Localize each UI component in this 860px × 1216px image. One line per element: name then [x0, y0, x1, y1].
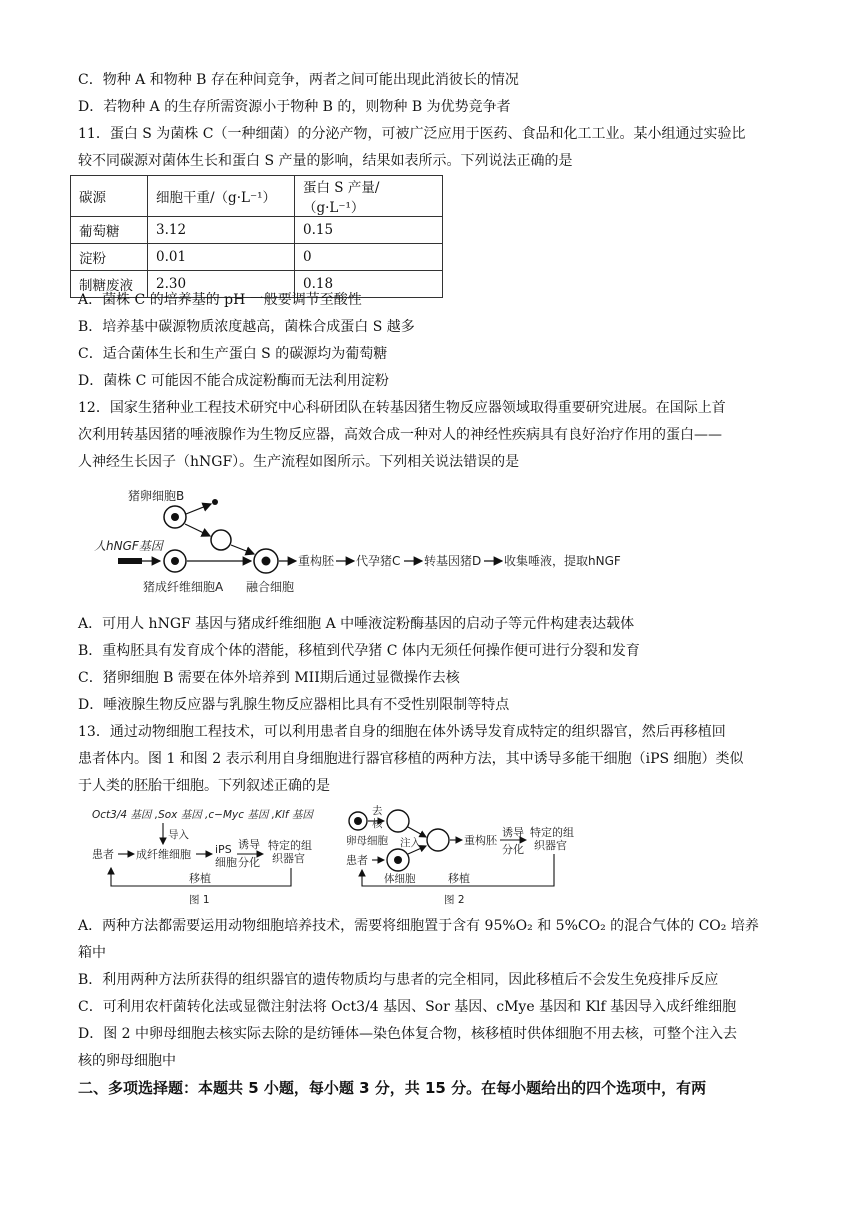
q13-stem-line3: 于人类的胚胎干细胞。下列叙述正确的是 [78, 778, 330, 794]
q13-stem-line1: 13．通过动物细胞工程技术，可以利用患者自身的细胞在体外诱导发育成特定的组织器官，然后再移植回 [78, 724, 726, 740]
fig1-cell-label: 细胞 [215, 856, 237, 869]
fig2-inject-label: 注入 [400, 837, 421, 849]
fig2-differentiate-label: 分化 [502, 843, 524, 856]
table-cell: 葡萄糖 [71, 217, 148, 244]
q12-option-d: D．唾液腺生物反应器与乳腺生物反应器相比具有不受性别限制等特点 [78, 697, 510, 713]
table-cell: 0.18 [295, 271, 443, 298]
figure-1-diagram [84, 800, 344, 908]
fig1-organ-label-2: 织器官 [272, 852, 305, 865]
fig2-enucleated-egg-icon [387, 810, 409, 832]
step-collect-saliva: 收集唾液，提取hNGF [504, 554, 621, 568]
q10-option-c: C．物种 A 和物种 B 存在种间竞争，两者之间可能出现此消彼长的情况 [78, 72, 519, 88]
fig2-enucleate-label-2: 核 [372, 818, 383, 830]
fig1-fibroblast-label: 成纤维细胞 [136, 848, 191, 861]
fig2-organ-label-1: 特定的组 [530, 826, 574, 839]
table-row [71, 217, 443, 244]
table-cell: 制糖废液 [71, 271, 148, 298]
hngf-production-diagram [88, 484, 628, 602]
table-header-cell: 碳源 [71, 176, 148, 217]
q13-option-a-line1: A．两种方法都需要运用动物细胞培养技术，需要将细胞置于含有 95%O₂ 和 5%CO₂ 的混合气体的 CO₂ 培养 [78, 918, 759, 934]
q12-stem-line3: 人神经生长因子（hNGF）。生产流程如图所示。下列相关说法错误的是 [78, 454, 520, 470]
table-cell: 淀粉 [71, 244, 148, 271]
section-2-heading: 二、多项选择题：本题共 5 小题，每小题 3 分，共 15 分。在每小题给出的四个选项中，有两 [78, 1079, 707, 1097]
fig1-transplant-label: 移植 [189, 872, 211, 885]
table-cell: 3.12 [148, 217, 295, 244]
q12-stem-line2: 次利用转基因猪的唾液腺作为生物反应器，高效合成一种对人的神经性疾病具有良好治疗作用的蛋白—— [78, 427, 722, 443]
q11-option-c: C．适合菌体生长和生产蛋白 S 的碳源均为葡萄糖 [78, 346, 388, 362]
fig2-embryo-label: 重构胚 [464, 834, 497, 847]
table-cell: 0.15 [295, 217, 443, 244]
q13-option-c: C．可利用农杆菌转化法或显微注射法将 Oct3/4 基因、Sor 基因、cMye 基因和 Klf 基因导入成纤维细胞 [78, 999, 737, 1015]
fig2-enucleate-label-1: 去 [372, 805, 383, 817]
q12-stem-line1: 12．国家生猪种业工程技术研究中心科研团队在转基因猪生物反应器领域取得重要研究进展。在国际上首 [78, 400, 726, 416]
q13-option-d-line1: D．图 2 中卵母细胞去核实际去除的是纺锤体—染色体复合物，核移植时供体细胞不用去核，可整个注入去 [78, 1026, 738, 1042]
fig2-egg-label: 卵母细胞 [346, 835, 388, 847]
fig1-patient-label: 患者 [92, 848, 114, 861]
q10-option-d: D．若物种 A 的生存所需资源小于物种 B 的，则物种 B 为优势竞争者 [78, 99, 511, 115]
q11-stem-line2: 较不同碳源对菌体生长和蛋白 S 产量的影响，结果如表所示。下列说法正确的是 [78, 153, 573, 169]
q11-stem-line1: 11．蛋白 S 为菌株 C（一种细菌）的分泌产物，可被广泛应用于医药、食品和化工工业。某小组通过实验比 [78, 126, 746, 142]
fig2-induce-label: 诱导 [502, 826, 524, 839]
step-transgenic-pig: 转基因猪D [424, 554, 482, 568]
fig1-induce-label: 诱导 [238, 838, 260, 851]
fig1-differentiate-label: 分化 [238, 856, 260, 869]
table-cell: 0.01 [148, 244, 295, 271]
q13-option-d-line2: 核的卵母细胞中 [78, 1053, 176, 1069]
table-cell: 2.30 [148, 271, 295, 298]
fig1-caption: 图 1 [189, 894, 210, 906]
fig1-import-label: 导入 [168, 829, 189, 841]
fused-cell-label: 融合细胞 [246, 580, 295, 594]
table-header-cell: 蛋白 S 产量/（g·L⁻¹） [295, 176, 443, 217]
fig1-organ-label-1: 特定的组 [268, 839, 312, 852]
fig1-ips-label: iPS [215, 843, 232, 856]
gene-bar-icon [118, 558, 142, 564]
table-header-cell: 细胞干重/（g·L⁻¹） [148, 176, 295, 217]
q13-option-a-line2: 箱中 [78, 945, 106, 961]
q11-option-d: D．菌株 C 可能因不能合成淀粉酶而无法利用淀粉 [78, 373, 389, 389]
fig2-organ-label-2: 织器官 [534, 839, 567, 852]
fig2-caption: 图 2 [444, 894, 465, 906]
enucleated-egg-icon [211, 530, 231, 550]
step-surrogate-pig: 代孕猪C [356, 554, 401, 568]
fig2-reconstructed-cell-icon [427, 829, 449, 851]
step-reconstructed-embryo: 重构胚 [298, 554, 335, 568]
table-header-row [71, 176, 443, 217]
fig2-somatic-label: 体细胞 [384, 873, 416, 885]
table-cell: 0 [295, 244, 443, 271]
q11-option-b: B．培养基中碳源物质浓度越高，菌株合成蛋白 S 越多 [78, 319, 415, 335]
fig2-patient-label: 患者 [346, 854, 368, 867]
fig2-transplant-label: 移植 [448, 872, 470, 885]
fibroblast-label: 猪成纤维细胞A [143, 580, 224, 594]
q12-option-b: B．重构胚具有发育成个体的潜能，移植到代孕猪 C 体内无须任何操作便可进行分裂和发育 [78, 643, 640, 659]
q12-option-c: C．猪卵细胞 B 需要在体外培养到 MII期后通过显微操作去核 [78, 670, 460, 686]
q12-option-a: A．可用人 hNGF 基因与猪成纤维细胞 A 中唾液淀粉酶基因的启动子等元件构建表达载体 [78, 616, 635, 632]
q13-stem-line2: 患者体内。图 1 和图 2 表示利用自身细胞进行器官移植的两种方法，其中诱导多能干细胞（iPS 细胞）类似 [78, 751, 744, 767]
egg-cell-label: 猪卵细胞B [128, 489, 185, 503]
carbon-source-table [70, 175, 443, 298]
q11-option-a: A．菌株 C 的培养基的 pH 一般要调节至酸性 [78, 292, 362, 308]
hngf-gene-label: 人hNGF基因 [94, 539, 163, 553]
q13-option-b: B．利用两种方法所获得的组织器官的遗传物质均与患者的完全相同，因此移植后不会发生免疫排斥反应 [78, 972, 719, 988]
figure-2-diagram [344, 800, 594, 908]
fig1-genes-label: Oct3/4 基因 ,Sox 基因 ,c−Myc 基因 ,Klf 基因 [92, 809, 313, 821]
removed-nucleus-icon [212, 499, 218, 505]
table-row [71, 244, 443, 271]
